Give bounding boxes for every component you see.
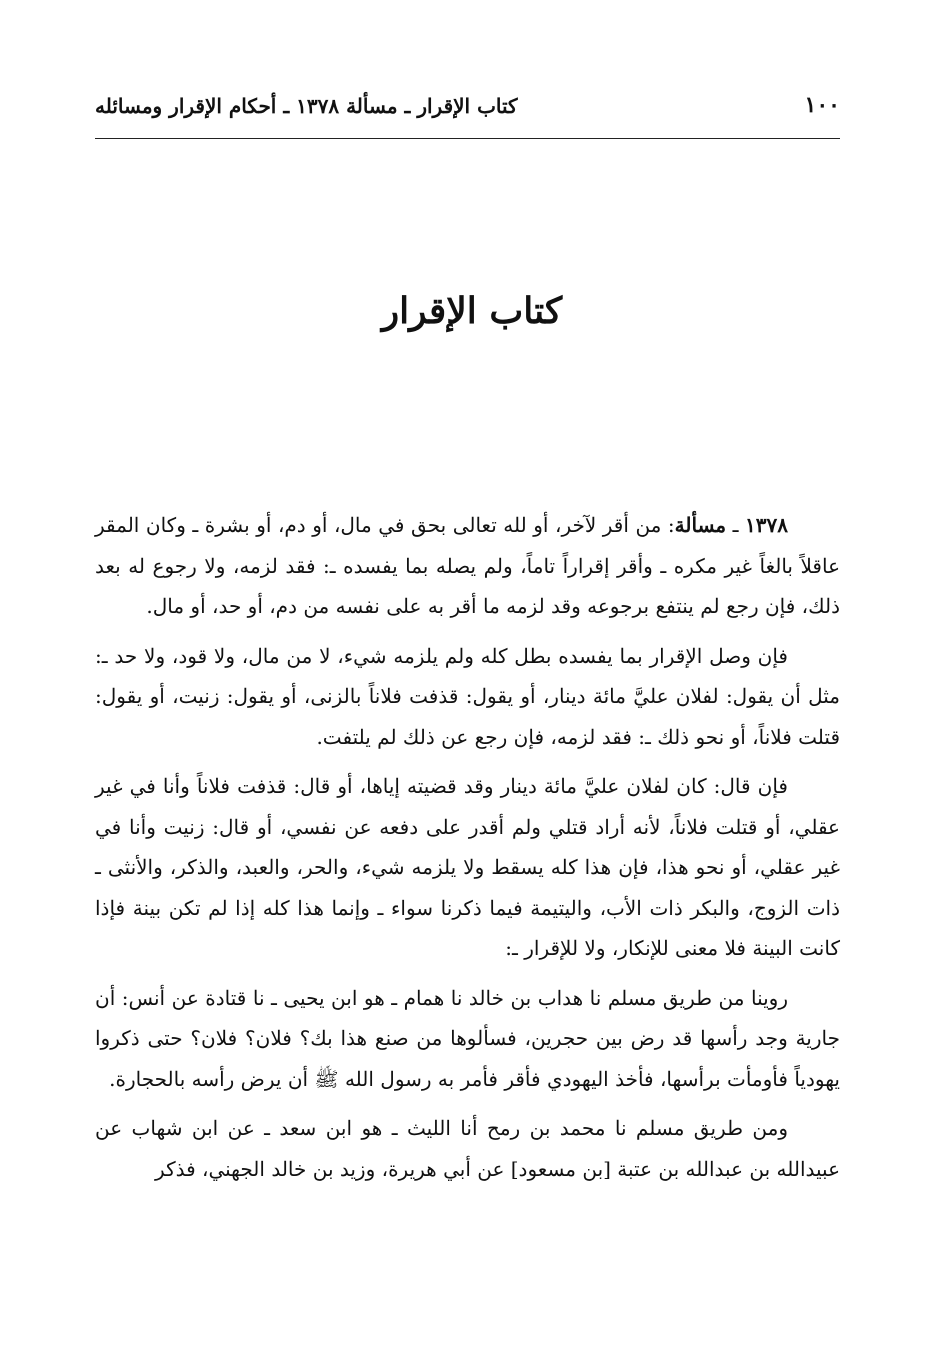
chapter-title: كتاب الإقرار: [381, 290, 563, 332]
paragraph-3: فإن قال: كان لفلان عليَّ مائة دينار وقد قضيته إياها، أو قال: قذفت فلاناً وأنا في غير عقلي، أو قتلت فلاناً، لأنه أراد قتلي ولم أقدر على دفعه عن نفسي، أو قال: زنيت وأنا في غير عقلي، أو نحو هذا، فإن هذا كله يسقط ولا يلزمه شيء، والحر، والعبد، والذكر، والأنثى ـ ذات الزوج، والبكر ذات الأب، واليتيمة فيما ذكرنا سواء ـ وإنما هذا كله إذا لم تكن بينة فإذا كانت البينة فلا معنى للإنكار، ولا للإقرار ـ:: [95, 774, 840, 960]
paragraph-1: [95, 505, 840, 627]
running-header: [95, 92, 840, 126]
issue-label: مسألة: [674, 513, 727, 537]
paragraph-1-text: : من أقر لآخر، أو لله تعالى بحق في مال، أو دم، أو بشرة ـ وكان المقر عاقلاً بالغاً غير مكره ـ وأقر إقراراً تاماً، ولم يصله بما يفسده ـ: فقد لزمه، ولا رجوع له بعد ذلك، فإن رجع لم ينتفع برجوعه وقد لزمه ما أقر به على نفسه من دم، أو حد، أو مال.: [95, 513, 840, 618]
paragraph-5: ومن طريق مسلم نا محمد بن رمح أنا الليث ـ هو ابن سعد ـ عن ابن شهاب عن عبيدالله بن عبدالله بن عتبة [بن مسعود] عن أبي هريرة، وزيد بن خالد الجهني، فذكر: [95, 1116, 840, 1181]
issue-separator: ـ: [726, 513, 746, 537]
paragraph-2: فإن وصل الإقرار بما يفسده بطل كله ولم يلزمه شيء، لا من مال، ولا قود، ولا حد ـ: مثل أن يقول: لفلان عليَّ مائة دينار، أو يقول: قذفت فلاناً بالزنى، أو يقول: زنيت، أو يقول: قتلت فلاناً، أو نحو ذلك ـ: فقد لزمه، فإن رجع عن ذلك لم يلتفت.: [95, 643, 840, 749]
body-text: [95, 505, 840, 1198]
paragraph-4: روينا من طريق مسلم نا هداب بن خالد نا همام ـ هو ابن يحيى ـ نا قتادة عن أنس: أن جارية وجد رأسها قد رض بين حجرين، فسألوها من صنع هذا بك؟ فلان؟ فلان؟ حتى ذكروا يهودياً فأومأت برأسها، فأخذ اليهودي فأقر فأمر به رسول الله ﷺ أن يرض رأسه بالحجارة.: [95, 985, 840, 1091]
page-number: ١٠٠: [804, 92, 840, 118]
header-divider: [95, 138, 840, 139]
issue-number: ١٣٧٨: [745, 513, 788, 537]
running-header-title: كتاب الإقرار ـ مسألة ١٣٧٨ ـ أحكام الإقرار ومسائله: [95, 94, 518, 118]
